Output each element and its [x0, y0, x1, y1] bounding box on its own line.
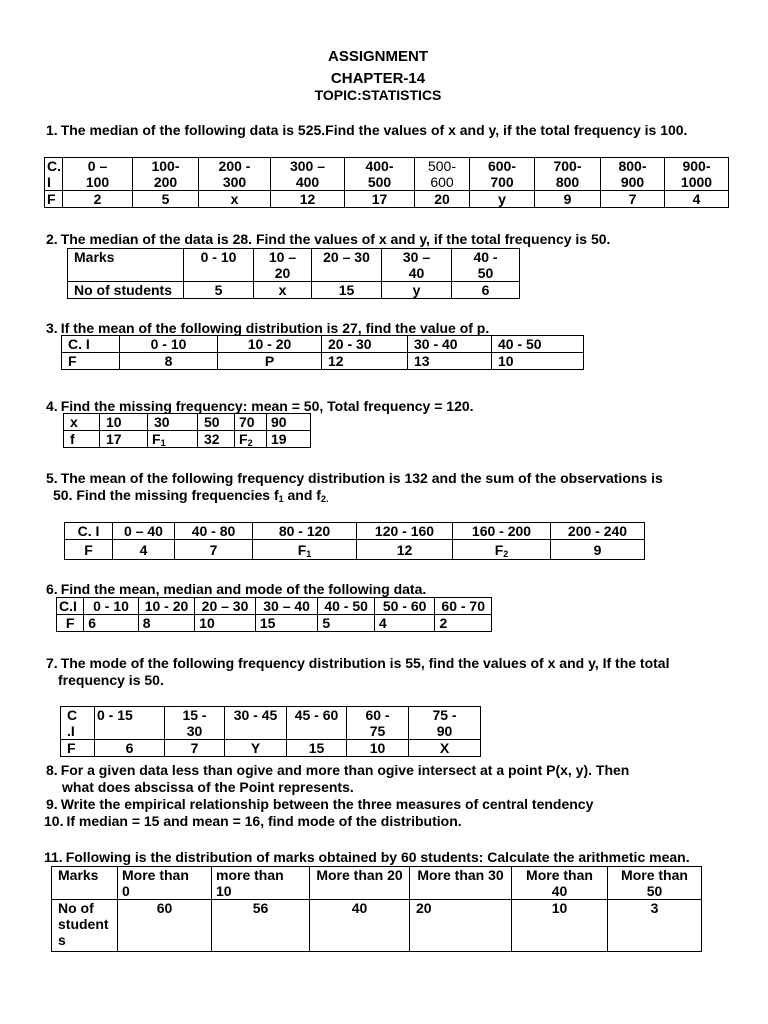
table-cell: 8	[138, 615, 195, 632]
table-cell: Y	[225, 740, 287, 757]
table-cell	[148, 431, 198, 448]
subscript: 1	[306, 548, 312, 559]
question-7	[46, 655, 669, 672]
table-cell: 80 - 120	[253, 523, 357, 540]
question-text: The median of the data is 28. Find the values of x and y, if the total frequency is 50.	[60, 231, 611, 247]
table-cell: 15	[287, 740, 347, 757]
table-cell: 20 - 30	[322, 336, 408, 353]
question-text: Following is the distribution of marks obtained by 60 students: Calculate the arithmetic mean.	[65, 849, 690, 865]
question-text: The mean of the following frequency distribution is 132 and the sum of the observations is	[60, 470, 663, 486]
table-cell: C. I	[45, 158, 63, 191]
table-cell: 2	[435, 615, 492, 632]
table-cell: 3	[608, 900, 702, 952]
question-text: what does abscissa of the Point represents.	[62, 779, 354, 795]
question-text: If the mean of the following distribution is 27, find the value of p.	[60, 320, 490, 336]
table-cell: 4	[374, 615, 435, 632]
table-cell: 300 – 400	[271, 158, 345, 191]
table-cell: 40 - 50	[492, 336, 584, 353]
table-cell: 75 - 90	[409, 707, 481, 740]
table-cell: 800- 900	[601, 158, 665, 191]
question-text: For a given data less than ogive and more than ogive intersect at a point P(x, y). Then	[60, 762, 630, 778]
question-10	[44, 813, 462, 830]
q11-table	[51, 866, 702, 952]
table-cell: F	[45, 191, 63, 208]
q5-table	[64, 522, 645, 560]
table-cell: 30 – 40	[255, 598, 318, 615]
table-cell: 10	[347, 740, 409, 757]
table-cell: 5	[318, 615, 375, 632]
subscript: 2	[503, 548, 509, 559]
cell-text: F	[297, 541, 307, 558]
table-cell: 10	[100, 414, 148, 431]
table-cell: 45 - 60	[287, 707, 347, 740]
question-text: and f	[283, 487, 321, 503]
table-cell: Marks	[68, 249, 184, 282]
table-row	[62, 336, 584, 353]
question-number: 8.	[46, 762, 58, 778]
subscript: 2.	[320, 494, 329, 504]
question-text: If median = 15 and mean = 16, find mode of the distribution.	[66, 813, 462, 829]
table-cell: F	[62, 353, 120, 370]
table-cell: 12	[322, 353, 408, 370]
table-cell: 20 – 30	[312, 249, 382, 282]
table-cell: 4	[665, 191, 729, 208]
table-cell: 100- 200	[133, 158, 199, 191]
table-cell: 15 - 30	[165, 707, 225, 740]
table-cell: X	[409, 740, 481, 757]
question-text: Write the empirical relationship between the three measures of central tendency	[60, 796, 594, 812]
table-row	[62, 353, 584, 370]
question-8	[46, 762, 629, 779]
question-number: 10.	[44, 813, 64, 829]
table-row	[45, 191, 729, 208]
question-text: 50. Find the missing frequencies f	[53, 487, 279, 503]
table-cell	[253, 540, 357, 560]
table-cell: 50	[198, 414, 235, 431]
table-cell: 12	[357, 540, 453, 560]
table-cell: f	[64, 431, 100, 448]
table-cell: 900- 1000	[665, 158, 729, 191]
table-cell: 20	[410, 900, 512, 952]
table-cell: F	[57, 615, 84, 632]
question-number: 11.	[44, 849, 63, 865]
question-text: Find the mean, median and mode of the following data.	[60, 581, 427, 597]
table-cell: 50 - 60	[374, 598, 435, 615]
question-number: 2.	[46, 231, 58, 247]
question-number: 5.	[46, 470, 58, 486]
table-row	[64, 431, 311, 448]
question-text: Find the missing frequency: mean = 50, Total frequency = 120.	[60, 398, 474, 414]
question-5	[46, 470, 663, 487]
table-cell: 20	[415, 191, 470, 208]
table-row	[65, 540, 645, 560]
table-cell: 32	[198, 431, 235, 448]
table-row	[65, 523, 645, 540]
table-row	[68, 249, 520, 282]
table-cell: C .I	[61, 707, 95, 740]
table-row	[57, 615, 492, 632]
table-cell: 10 - 20	[218, 336, 322, 353]
table-cell: 600- 700	[470, 158, 535, 191]
table-cell: 60 - 70	[435, 598, 492, 615]
subscript: 1	[278, 494, 284, 504]
table-row	[45, 158, 729, 191]
table-cell: 10	[195, 615, 256, 632]
table-cell: 0 - 10	[184, 249, 254, 282]
table-cell: 6	[95, 740, 165, 757]
question-2	[46, 231, 610, 248]
question-text: frequency is 50.	[58, 672, 164, 688]
table-cell: 15	[255, 615, 318, 632]
table-cell: 19	[267, 431, 311, 448]
table-cell: 5	[133, 191, 199, 208]
table-cell: 10 - 20	[138, 598, 195, 615]
q6-table	[56, 597, 492, 632]
table-cell: 60 - 75	[347, 707, 409, 740]
table-cell: 10 – 20	[254, 249, 312, 282]
table-cell: 20 – 30	[195, 598, 256, 615]
q3-table	[61, 335, 584, 370]
table-cell: 30	[148, 414, 198, 431]
table-cell: Marks	[52, 867, 118, 900]
question-number: 3.	[46, 320, 58, 336]
table-cell: More than 40	[512, 867, 608, 900]
question-1	[46, 122, 687, 139]
question-5-line-2	[53, 487, 328, 504]
assignment-title: ASSIGNMENT	[327, 48, 428, 65]
table-cell: x	[199, 191, 271, 208]
table-cell: 4	[113, 540, 175, 560]
table-row	[52, 900, 702, 952]
table-cell: 60	[118, 900, 212, 952]
chapter-title: CHAPTER-14	[330, 70, 426, 87]
table-cell: 2	[63, 191, 133, 208]
subscript: 1	[160, 438, 166, 448]
question-text: The median of the following data is 525.Find the values of x and y, if the total frequency is 100.	[60, 122, 688, 138]
table-cell: 17	[345, 191, 415, 208]
cell-text: F	[494, 541, 504, 558]
subscript: 2	[247, 438, 253, 448]
table-cell: 200 - 240	[551, 523, 645, 540]
table-cell: F	[61, 740, 95, 757]
question-8-line-2	[62, 779, 354, 796]
question-text: The mode of the following frequency distribution is 55, find the values of x and y, If the total	[60, 655, 670, 671]
question-number: 6.	[46, 581, 58, 597]
table-cell: P	[218, 353, 322, 370]
table-cell: 70	[235, 414, 267, 431]
table-cell: 160 - 200	[453, 523, 551, 540]
table-row	[61, 740, 481, 757]
table-cell: F	[65, 540, 113, 560]
question-7-line-2	[58, 672, 164, 689]
table-cell: 9	[535, 191, 601, 208]
cell-text: F	[152, 431, 161, 447]
table-cell: 6	[452, 282, 520, 299]
table-cell: C.I	[57, 598, 84, 615]
table-cell: 40 - 50	[318, 598, 375, 615]
question-number: 4.	[46, 398, 58, 414]
table-cell: 17	[100, 431, 148, 448]
table-cell: 30 – 40	[382, 249, 452, 282]
table-cell: 7	[175, 540, 253, 560]
table-cell: 30 - 45	[225, 707, 287, 740]
table-cell: 0 – 100	[63, 158, 133, 191]
table-row	[64, 414, 311, 431]
table-cell: 10	[512, 900, 608, 952]
table-cell	[235, 431, 267, 448]
table-cell: More than 50	[608, 867, 702, 900]
table-cell: 12	[271, 191, 345, 208]
question-number: 1.	[46, 122, 58, 138]
table-cell: 9	[551, 540, 645, 560]
table-cell: 700- 800	[535, 158, 601, 191]
table-cell: More than 0	[118, 867, 212, 900]
question-number: 9.	[46, 796, 58, 812]
table-cell: 0 – 40	[113, 523, 175, 540]
table-row	[57, 598, 492, 615]
table-cell: No of students	[68, 282, 184, 299]
question-6	[46, 581, 426, 598]
cell-text: F	[239, 431, 248, 447]
question-9	[46, 796, 593, 813]
table-cell: 90	[267, 414, 311, 431]
table-cell: C. I	[62, 336, 120, 353]
table-row	[68, 282, 520, 299]
table-cell: 40 - 80	[175, 523, 253, 540]
table-cell: 200 - 300	[199, 158, 271, 191]
q4-table	[63, 413, 311, 448]
table-row	[61, 707, 481, 740]
table-cell: More than 20	[310, 867, 410, 900]
table-cell: 13	[408, 353, 492, 370]
table-cell: more than 10	[212, 867, 310, 900]
table-cell: C. I	[65, 523, 113, 540]
table-cell: 40	[310, 900, 410, 952]
table-cell	[453, 540, 551, 560]
table-cell: 400- 500	[345, 158, 415, 191]
question-number: 7.	[46, 655, 58, 671]
topic-title: TOPIC:STATISTICS	[314, 87, 442, 103]
question-11	[44, 849, 690, 866]
table-cell: 15	[312, 282, 382, 299]
table-cell: More than 30	[410, 867, 512, 900]
table-cell: 10	[492, 353, 584, 370]
table-cell: 5	[184, 282, 254, 299]
q2-table	[67, 248, 520, 299]
table-cell: x	[254, 282, 312, 299]
table-cell: 7	[165, 740, 225, 757]
table-cell: 56	[212, 900, 310, 952]
table-cell: 7	[601, 191, 665, 208]
table-row	[52, 867, 702, 900]
table-cell: 8	[120, 353, 218, 370]
table-cell: x	[64, 414, 100, 431]
table-cell: 6	[84, 615, 139, 632]
q1-table	[44, 157, 729, 208]
table-cell: y	[470, 191, 535, 208]
q7-table	[60, 706, 481, 757]
table-cell: 0 - 10	[84, 598, 139, 615]
table-cell: No of student s	[52, 900, 118, 952]
table-cell: 0 - 10	[120, 336, 218, 353]
table-cell: 0 - 15	[95, 707, 165, 740]
table-cell: 40 - 50	[452, 249, 520, 282]
table-cell: 500- 600	[415, 158, 470, 191]
table-cell: y	[382, 282, 452, 299]
table-cell: 120 - 160	[357, 523, 453, 540]
table-cell: 30 - 40	[408, 336, 492, 353]
